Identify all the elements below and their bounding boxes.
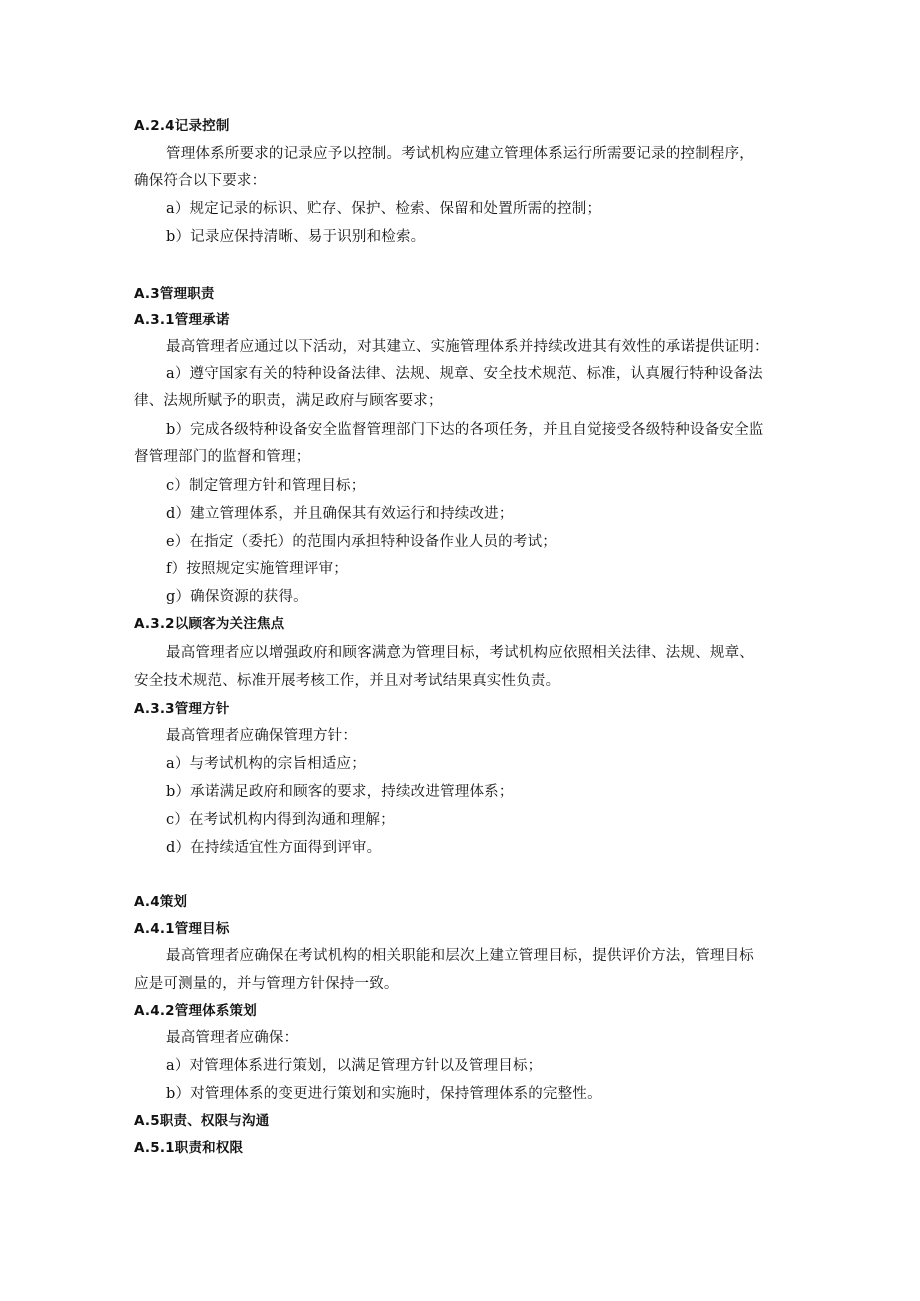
section-heading-a5: A.5职责、权限与沟通 xyxy=(134,1113,270,1129)
section-heading-a33: A.3.3管理方针 xyxy=(134,701,230,717)
paragraph-a32-cont: 安全技术规范、标准开展考核工作，并且对考试结果真实性负责。 xyxy=(134,673,561,689)
list-item-a33-d: d）在持续适宜性方面得到评审。 xyxy=(166,840,382,856)
list-item-a31-a-cont: 律、法规所赋予的职责，满足政府与顾客要求； xyxy=(134,393,443,409)
paragraph-a31: 最高管理者应通过以下活动，对其建立、实施管理体系并持续改进其有效性的承诺提供证明： xyxy=(166,339,769,355)
list-item-a31-a: a）遵守国家有关的特种设备法律、法规、规章、安全技术规范、标准，认真履行特种设备法 xyxy=(166,366,763,382)
list-item-a31-d: d）建立管理体系，并且确保其有效运行和持续改进； xyxy=(166,506,514,522)
list-item-a31-c: c）制定管理方针和管理目标； xyxy=(166,478,366,494)
list-item-a42-a: a）对管理体系进行策划，以满足管理方针以及管理目标； xyxy=(166,1058,543,1074)
section-heading-a32: A.3.2以顾客为关注焦点 xyxy=(134,616,285,632)
list-item-a31-f: f）按照规定实施管理评审； xyxy=(166,561,348,577)
paragraph-a33: 最高管理者应确保管理方针： xyxy=(166,728,358,744)
section-heading-a4: A.4策划 xyxy=(134,894,188,910)
section-heading-a42: A.4.2管理体系策划 xyxy=(134,1003,257,1019)
section-heading-a41: A.4.1管理目标 xyxy=(134,921,230,937)
paragraph-a41: 最高管理者应确保在考试机构的相关职能和层次上建立管理目标，提供评价方法，管理目标 xyxy=(166,948,754,964)
list-item-a24-a: a）规定记录的标识、贮存、保护、检索、保留和处置所需的控制； xyxy=(166,201,602,217)
paragraph-a24: 管理体系所要求的记录应予以控制。考试机构应建立管理体系运行所需要记录的控制程序， xyxy=(166,146,754,162)
list-item-a24-b: b）记录应保持清晰、易于识别和检索。 xyxy=(166,229,426,245)
list-item-a31-b-cont: 督管理部门的监督和管理； xyxy=(134,449,311,465)
list-item-a33-a: a）与考试机构的宗旨相适应； xyxy=(166,756,366,772)
section-heading-a31: A.3.1管理承诺 xyxy=(134,312,230,328)
list-item-a31-g: g）确保资源的获得。 xyxy=(166,589,308,605)
paragraph-a42: 最高管理者应确保： xyxy=(166,1030,299,1046)
section-heading-a24: A.2.4记录控制 xyxy=(134,118,230,134)
section-heading-a51: A.5.1职责和权限 xyxy=(134,1140,244,1156)
list-item-a31-e: e）在指定（委托）的范围内承担特种设备作业人员的考试； xyxy=(166,534,557,550)
list-item-a33-b: b）承诺满足政府和顾客的要求，持续改进管理体系； xyxy=(166,784,514,800)
list-item-a31-b: b）完成各级特种设备安全监督管理部门下达的各项任务，并且自觉接受各级特种设备安全监 xyxy=(166,422,764,438)
paragraph-a32: 最高管理者应以增强政府和顾客满意为管理目标，考试机构应依照相关法律、法规、规章、 xyxy=(166,645,754,661)
section-heading-a3: A.3管理职责 xyxy=(134,286,215,302)
list-item-a42-b: b）对管理体系的变更进行策划和实施时，保持管理体系的完整性。 xyxy=(166,1086,602,1102)
list-item-a33-c: c）在考试机构内得到沟通和理解； xyxy=(166,812,395,828)
paragraph-a24-cont: 确保符合以下要求： xyxy=(134,173,267,189)
paragraph-a41-cont: 应是可测量的，并与管理方针保持一致。 xyxy=(134,976,399,992)
